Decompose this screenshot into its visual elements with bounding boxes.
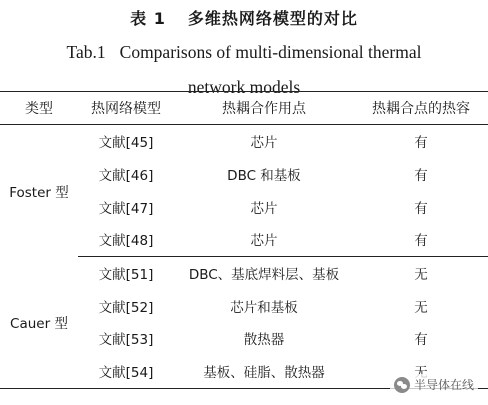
table-header-row — [0, 92, 488, 125]
row-capacity: 有 — [414, 332, 428, 349]
row-point: 芯片 — [250, 135, 278, 152]
row-ref: 文献[47] — [98, 200, 154, 217]
header-type: 类型 — [25, 101, 53, 117]
row-ref: 文献[54] — [78, 355, 174, 388]
watermark — [390, 374, 478, 395]
row-ref: 文献[53] — [98, 332, 154, 349]
row-ref: 文献[51] — [98, 267, 154, 284]
group-type-foster: Foster 型 — [9, 184, 69, 201]
caption-en-number: Tab.1 — [66, 42, 106, 62]
row-point: 芯片 — [174, 223, 354, 256]
table-caption-cn — [0, 6, 488, 29]
row-ref: 文献[48] — [78, 223, 174, 256]
row-point: DBC 和基板 — [227, 168, 301, 185]
row-point: 芯片 — [250, 200, 278, 217]
row-capacity: 有 — [414, 168, 428, 185]
comparison-table — [0, 91, 488, 389]
row-capacity: 有 — [414, 135, 428, 152]
group-type-cauer: Cauer 型 — [0, 256, 78, 388]
caption-cn-title: 多维热网络模型的对比 — [187, 9, 358, 28]
caption-cn-number: 表 1 — [130, 9, 166, 28]
row-capacity: 无 — [414, 267, 428, 284]
header-model: 热网络模型 — [91, 101, 161, 117]
row-point: 芯片和基板 — [230, 299, 298, 316]
header-coupling-point: 热耦合作用点 — [222, 101, 306, 117]
row-capacity: 无 — [414, 299, 428, 316]
row-ref: 文献[46] — [98, 168, 154, 185]
row-capacity: 有 — [354, 223, 488, 256]
row-point: DBC、基底焊料层、基板 — [188, 267, 340, 284]
row-ref: 文献[52] — [98, 299, 154, 316]
row-point: 基板、硅脂、散热器 — [174, 355, 354, 388]
caption-en-title-line1: Comparisons of multi-dimensional thermal — [119, 42, 422, 62]
wechat-icon — [394, 377, 410, 393]
header-heat-capacity: 热耦合点的热容 — [372, 101, 470, 117]
table-row — [0, 125, 488, 158]
watermark-text: 半导体在线 — [413, 378, 474, 392]
row-point: 散热器 — [243, 332, 285, 349]
row-capacity: 有 — [414, 200, 428, 217]
row-ref: 文献[45] — [98, 135, 154, 152]
caption-en-title-line2: network models — [187, 77, 301, 97]
table-row — [0, 256, 488, 289]
